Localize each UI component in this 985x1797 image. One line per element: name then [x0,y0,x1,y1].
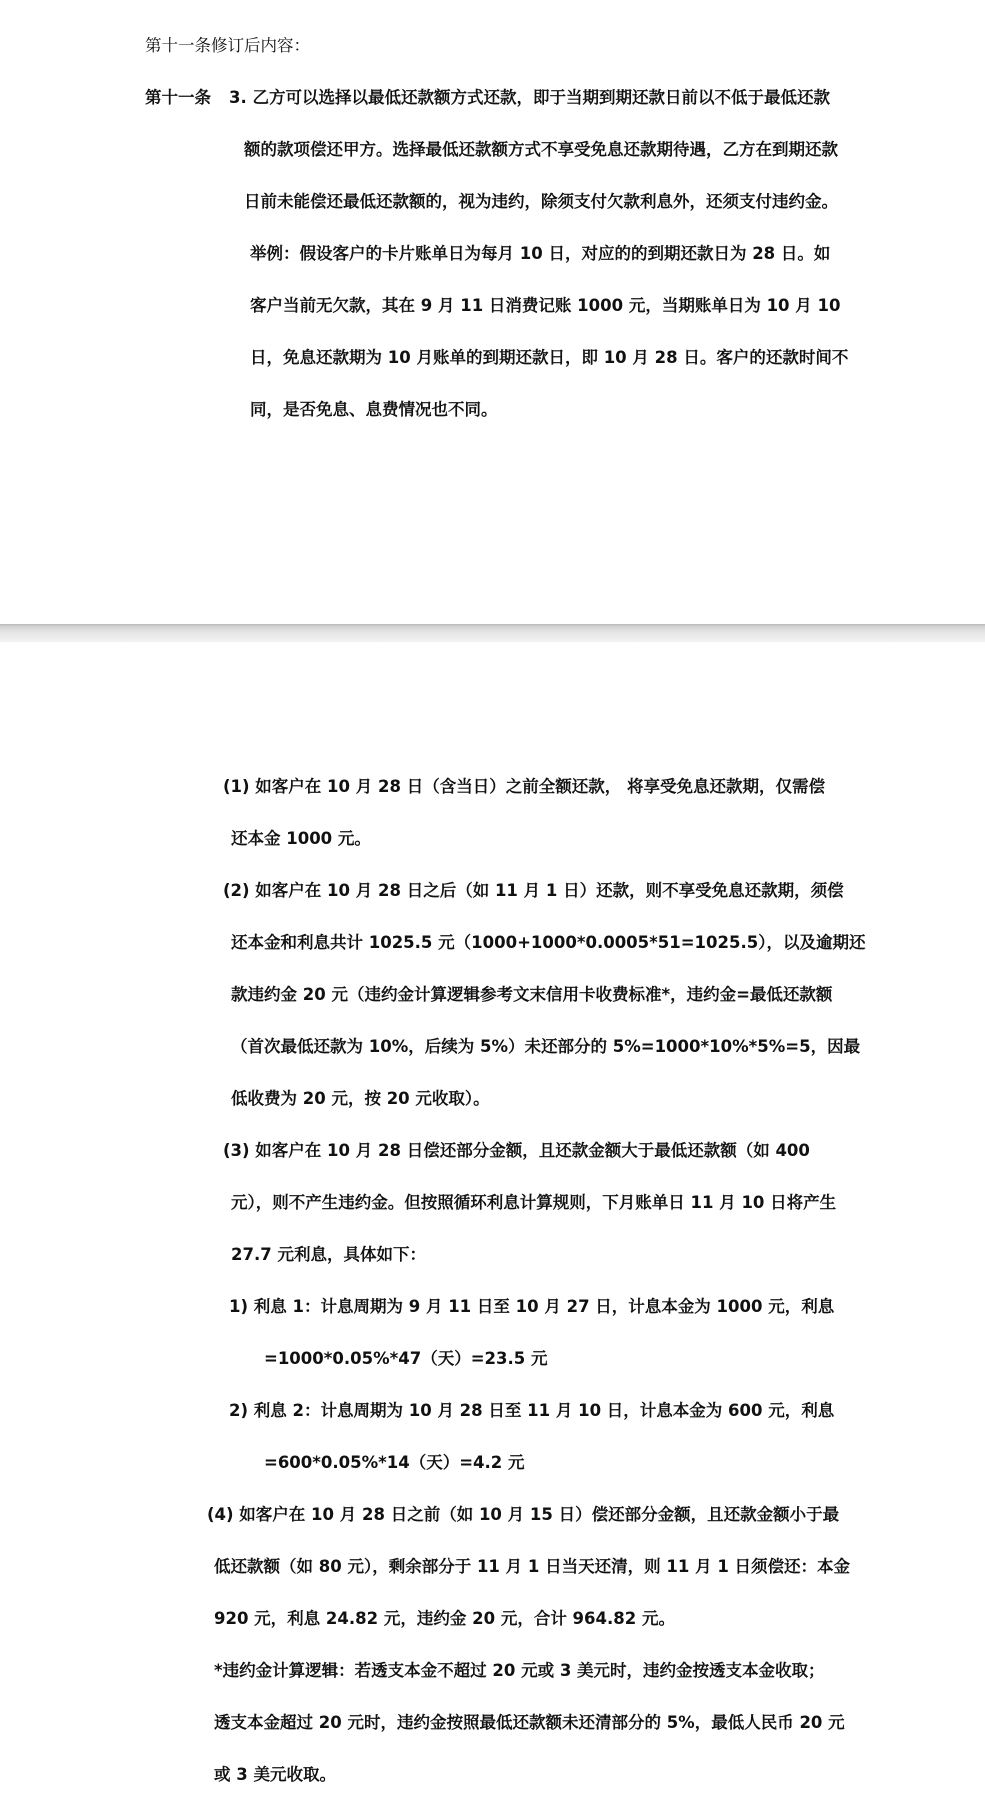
document-page-2 [0,642,985,1797]
sub-list-item: =1000*0.05%*47（天）=23.5 元 [264,1349,548,1368]
list-item: 元），则不产生违约金。但按照循环利息计算规则，下月账单日 11 月 10 日将产生 [231,1193,837,1212]
list-item: (2) 如客户在 10 月 28 日之后（如 11 月 1 日）还款，则不享受免息还款期，须偿 [223,881,844,900]
sub-list-item: 2) 利息 2：计息周期为 10 月 28 日至 11 月 10 日，计息本金为 600 元，利息 [229,1401,835,1420]
sub-list-item: 1) 利息 1：计息周期为 9 月 11 日至 10 月 27 日，计息本金为 1000 元，利息 [229,1297,835,1316]
list-item: 低收费为 20 元，按 20 元收取）。 [231,1089,490,1108]
list-item: 款违约金 20 元（违约金计算逻辑参考文末信用卡收费标准*，违约金=最低还款额 [231,985,833,1004]
section-heading: 第十一条修订后内容： [145,36,310,55]
paragraph-line: 3. 乙方可以选择以最低还款额方式还款，即于当期到期还款日前以不低于最低还款 [229,88,830,107]
paragraph-line: 额的款项偿还甲方。选择最低还款额方式不享受免息还款期待遇，乙方在到期还款 [244,140,838,159]
page-separator [0,624,985,642]
footnote-line: 或 3 美元收取。 [214,1765,336,1784]
list-item: 27.7 元利息，具体如下： [231,1245,426,1264]
list-item: (3) 如客户在 10 月 28 日偿还部分金额，且还款金额大于最低还款额（如 400 [223,1141,810,1160]
paragraph-line: 日前未能偿还最低还款额的，视为违约，除须支付欠款利息外，还须支付违约金。 [244,192,838,211]
paragraph-line: 客户当前无欠款，其在 9 月 11 日消费记账 1000 元，当期账单日为 10 月 10 [250,296,841,315]
paragraph-line: 日，免息还款期为 10 月账单的到期还款日，即 10 月 28 日。客户的还款时间不 [250,348,849,367]
footnote-line: 透支本金超过 20 元时，违约金按照最低还款额未还清部分的 5%，最低人民币 20 元 [214,1713,845,1732]
paragraph-line: 举例：假设客户的卡片账单日为每月 10 日，对应的的到期还款日为 28 日。如 [250,244,831,263]
list-item: (4) 如客户在 10 月 28 日之前（如 10 月 15 日）偿还部分金额，且还款金额小于最 [207,1505,840,1524]
list-item: 低还款额（如 80 元），剩余部分于 11 月 1 日当天还清，则 11 月 1 日须偿还：本金 [214,1557,851,1576]
list-item: 920 元，利息 24.82 元，违约金 20 元，合计 964.82 元。 [214,1609,675,1628]
document-page-1 [0,0,985,624]
list-item: 还本金和利息共计 1025.5 元（1000+1000*0.0005*51=1025.5），以及逾期还 [231,933,866,952]
article-label: 第十一条 [145,88,211,107]
list-item: （首次最低还款为 10%，后续为 5%）未还部分的 5%=1000*10%*5%=5，因最 [231,1037,861,1056]
footnote-line: *违约金计算逻辑：若透支本金不超过 20 元或 3 美元时，违约金按透支本金收取； [214,1661,825,1680]
list-item: (1) 如客户在 10 月 28 日（含当日）之前全额还款， 将享受免息还款期，仅需偿 [223,777,825,796]
sub-list-item: =600*0.05%*14（天）=4.2 元 [264,1453,525,1472]
list-item: 还本金 1000 元。 [231,829,371,848]
paragraph-line: 同，是否免息、息费情况也不同。 [250,400,498,419]
